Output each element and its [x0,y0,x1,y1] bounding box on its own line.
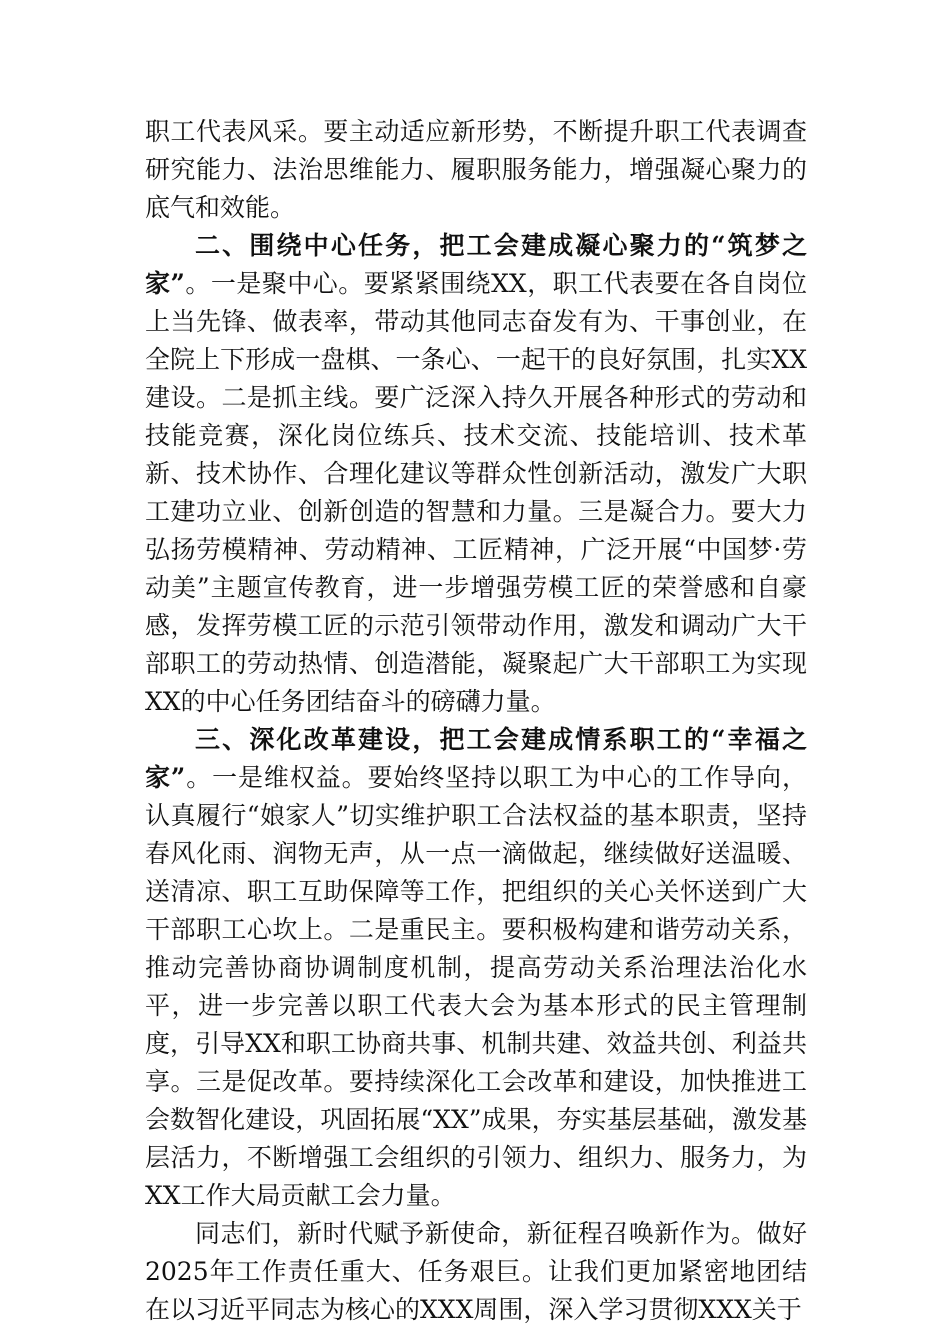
document-body [145,113,807,1329]
paragraph-text: 同志们，新时代赋予新使命，新征程召唤新作为。做好2025年工作责任重大、任务艰巨。让我们更加紧密地团结在以习近平同志为核心的XXX周围，深入学习贯彻XXX关于 [145,1219,807,1324]
section-heading: 二、围绕中心任务，把工会建成凝心聚力的“筑梦之家” [145,231,807,298]
paragraph-text: 。一是聚中心。要紧紧围绕XX，职工代表要在各自岗位上当先锋、做表率，带动其他同志奋发有为、干事创业，在全院上下形成一盘棋、一条心、一起干的良好氛围，扎实XX建设。二是抓主线。要广泛深入持久开展各种形式的劳动和技能竞赛，深化岗位练兵、技术交流、技能培训、技术革新、技术协作、合理化建议等群众性创新活动，激发广大职工建功立业、创新创造的智慧和力量。三是凝合力。要大力弘扬劳模精神、劳动精神、工匠精神，广泛开展“中国梦·劳动美”主题宣传教育，进一步增强劳模工匠的荣誉感和自豪感，发挥劳模工匠的示范引领带动作用，激发和调动广大干部职工的劳动热情、创造潜能，凝聚起广大干部职工为实现XX的中心任务团结奋斗的磅礴力量。 [145,269,807,716]
paragraph-section-three [145,721,807,1215]
paragraph-text: 。一是维权益。要始终坚持以职工为中心的工作导向，认真履行“娘家人”切实维护职工合法权益的基本职责，坚持春风化雨、润物无声，从一点一滴做起，继续做好送温暖、送清凉、职工互助保障等工作，把组织的关心关怀送到广大干部职工心坎上。二是重民主。要积极构建和谐劳动关系，推动完善协商协调制度机制，提高劳动关系治理法治化水平，进一步完善以职工代表大会为基本形式的民主管理制度，引导XX和职工协商共事、机制共建、效益共创、利益共享。三是促改革。要持续深化工会改革和建设，加快推进工会数智化建设，巩固拓展“XX”成果，夯实基层基础，激发基层活力，不断增强工会组织的引领力、组织力、服务力，为XX工作大局贡献工会力量。 [145,763,807,1210]
paragraph-section-two [145,227,807,721]
paragraph-text: 职工代表风采。要主动适应新形势，不断提升职工代表调查研究能力、法治思维能力、履职服务能力，增强凝心聚力的底气和效能。 [145,117,807,222]
paragraph-closing [145,1215,807,1329]
paragraph-continuation [145,113,807,227]
section-heading: 三、深化改革建设，把工会建成情系职工的“幸福之家” [145,725,807,792]
